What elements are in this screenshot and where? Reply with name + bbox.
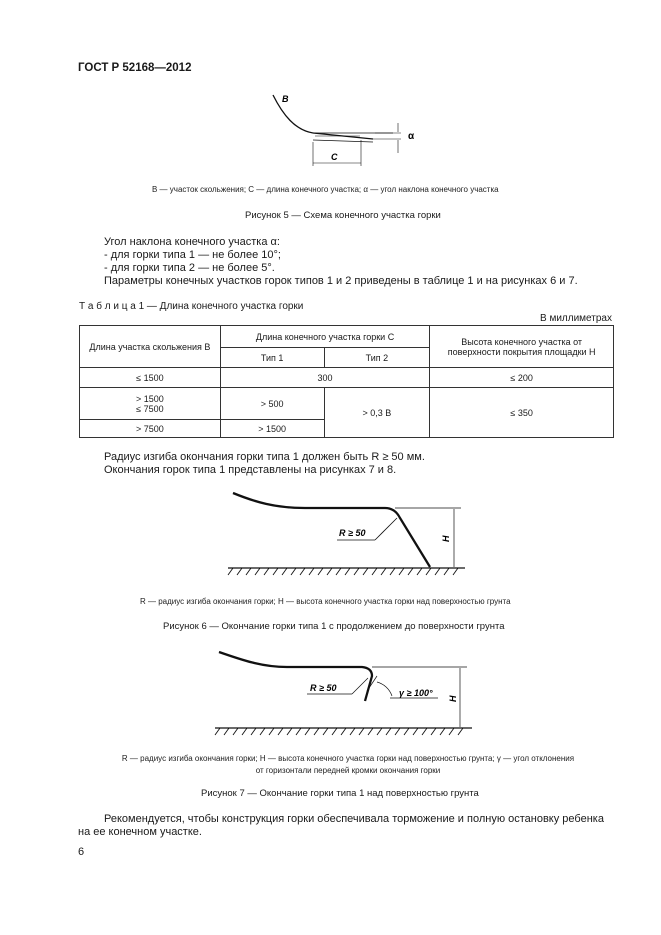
text-line: Окончания горок типа 1 представлены на рисунках 7 и 8.: [104, 464, 397, 476]
fig5-label-b: В: [282, 94, 289, 104]
cell: [80, 388, 221, 420]
figure-7-drawing: [212, 646, 477, 738]
cell: > 500: [220, 388, 324, 420]
document-header: ГОСТ Р 52168—2012: [78, 62, 192, 74]
fig5-label-alpha: α: [408, 131, 415, 142]
cell-line: ≤ 7500: [136, 403, 164, 414]
fig6-label-h: H: [441, 535, 451, 542]
header-type-1: Тип 1: [220, 348, 324, 368]
header-type-2: Тип 2: [324, 348, 430, 368]
figure-7-legend: [96, 753, 600, 777]
fig7-label-r: R ≥ 50: [310, 683, 337, 693]
fig7-label-h: H: [448, 695, 458, 702]
cell: ≤ 350: [430, 388, 614, 438]
paragraph-recommendation: [78, 813, 604, 839]
figure-7-legend-line1: R — радиус изгиба окончания горки; H — высота конечного участка горки над поверхностью грунта; γ — угол отклонения: [121, 754, 575, 763]
table-title: [79, 301, 303, 312]
figure-7-legend-line2: от горизонтали передней кромки окончания горки: [255, 766, 441, 775]
text-line: Параметры конечных участков горок типов 1 и 2 приведены в таблице 1 и на рисунках 6 и 7.: [104, 275, 578, 287]
page-number: 6: [78, 846, 85, 858]
header-final-height-line1: Высота конечного участка от: [461, 336, 583, 347]
text-line: - для горки типа 2 — не более 5°.: [104, 262, 275, 274]
figure-6-legend: R — радиус изгиба окончания горки; H — высота конечного участка горки над поверхностью грунта: [140, 597, 511, 606]
figure-5-drawing: [265, 90, 425, 170]
fig6-label-r: R ≥ 50: [339, 528, 366, 538]
header-final-length: Длина конечного участка горки С: [220, 326, 430, 348]
text-line: - для горки типа 1 — не более 10°;: [104, 249, 281, 261]
cell: > 1500: [220, 420, 324, 438]
figure-6-caption: Рисунок 6 — Окончание горки типа 1 с продолжением до поверхности грунта: [163, 621, 505, 632]
header-final-height-line2: поверхности покрытия площадки Н: [447, 346, 596, 357]
fig5-label-c: С: [331, 152, 338, 162]
text-line: Радиус изгиба окончания горки типа 1 должен быть R ≥ 50 мм.: [104, 451, 425, 463]
table-title-prefix: Т а б л и ц а: [79, 301, 136, 312]
text-line: Рекомендуется, чтобы конструкция горки обеспечивала торможение и полную остановку ребенка: [104, 813, 604, 825]
cell-line: > 1500: [135, 393, 164, 404]
header-slide-length: Длина участка скольжения В: [80, 326, 221, 368]
cell: 300: [220, 368, 430, 388]
figure-5-legend: В — участок скольжения; С — длина конечного участка; α — угол наклона конечного участка: [152, 185, 499, 194]
header-final-height: [430, 326, 614, 368]
cell: ≤ 1500: [80, 368, 221, 388]
figure-7-caption: Рисунок 7 — Окончание горки типа 1 над поверхностью грунта: [201, 788, 479, 799]
fig7-label-gamma: γ ≥ 100°: [399, 688, 433, 698]
figure-6-drawing: [225, 484, 470, 579]
text-line: на ее конечном участке.: [78, 826, 202, 838]
cell: ≤ 200: [430, 368, 614, 388]
text-line: Угол наклона конечного участка α:: [104, 236, 280, 248]
figure-5-caption: Рисунок 5 — Схема конечного участка горки: [245, 210, 441, 221]
cell: > 0,3 В: [324, 388, 430, 438]
table-units: В миллиметрах: [540, 313, 612, 324]
table-final-section-length: [79, 325, 614, 438]
table-title-text: 1 — Длина конечного участка горки: [138, 301, 304, 312]
cell: > 7500: [80, 420, 221, 438]
paragraph-angle-rules: [104, 236, 578, 288]
paragraph-radius: [104, 451, 425, 477]
